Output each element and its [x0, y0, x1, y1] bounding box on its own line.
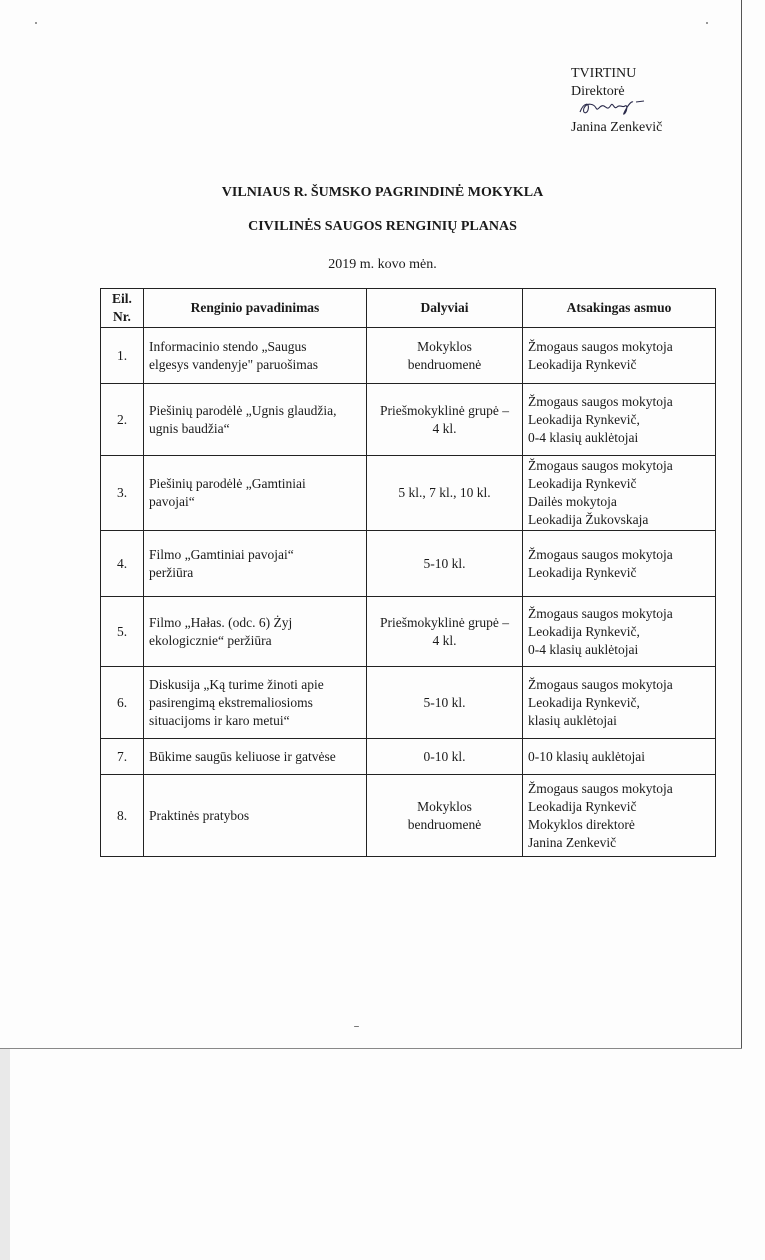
participants-line: Priešmokyklinė grupė –: [380, 402, 509, 418]
approval-position: Direktorė: [571, 84, 625, 99]
event-name-line: situacijoms ir karo metui“: [149, 712, 290, 728]
responsible-person-line: Žmogaus saugos mokytoja: [528, 780, 673, 796]
responsible-person: [523, 739, 716, 775]
row-number: 7.: [101, 739, 144, 775]
event-name-line: ekologicznie“ peržiūra: [149, 632, 272, 648]
table-row: [101, 328, 716, 384]
responsible-person: [523, 328, 716, 384]
scan-speck: [706, 22, 708, 24]
responsible-person-line: Leokadija Žukovskaja: [528, 512, 649, 527]
period-text: 2019 m. kovo mėn.: [328, 257, 437, 272]
event-name-line: Piešinių parodėlė „Gamtiniai: [149, 476, 306, 491]
row-number: 1.: [101, 328, 144, 384]
table-body: [101, 328, 716, 857]
school-title: VILNIAUS R. ŠUMSKO PAGRINDINĖ MOKYKLA: [221, 185, 544, 200]
event-name-line: Praktinės pratybos: [149, 807, 250, 823]
scan-edge-bottom: [0, 1048, 742, 1049]
responsible-person-line: Dailės mokytoja: [528, 494, 617, 509]
responsible-person-line: Janina Zenkevič: [528, 834, 617, 850]
events-table: [100, 288, 716, 857]
event-name-line: pavojai“: [149, 494, 195, 509]
event-name: [144, 775, 367, 857]
participants: [367, 775, 523, 857]
participants: [367, 739, 523, 775]
event-name: [144, 739, 367, 775]
event-name-line: Piešinių parodėlė „Ugnis glaudžia,: [149, 402, 337, 418]
participants-line: 4 kl.: [432, 420, 457, 436]
participants-line: 5-10 kl.: [423, 694, 466, 710]
row-number: 8.: [101, 775, 144, 857]
table-row: [101, 597, 716, 667]
responsible-person: [523, 775, 716, 857]
participants: [367, 531, 523, 597]
responsible-person: [523, 531, 716, 597]
responsible-person-line: 0-10 klasių auklėtojai: [528, 748, 645, 764]
participants-line: bendruomenė: [407, 816, 482, 832]
responsible-person-line: Žmogaus saugos mokytoja: [528, 546, 673, 562]
responsible-person-line: Leokadija Rynkevič,: [528, 694, 640, 710]
event-name-line: Filmo „Gamtiniai pavojai“: [149, 546, 294, 562]
scan-band: [0, 1049, 10, 1260]
participants: [367, 597, 523, 667]
participants-line: 5 kl., 7 kl., 10 kl.: [398, 485, 491, 500]
table-row: [101, 739, 716, 775]
participants-line: 0-10 kl.: [423, 748, 466, 764]
responsible-person-line: 0-4 klasių auklėtojai: [528, 641, 639, 657]
participants-line: 5-10 kl.: [423, 555, 466, 571]
participants: [367, 667, 523, 739]
table-row: [101, 531, 716, 597]
event-name: [144, 328, 367, 384]
event-name-line: elgesys vandenyje" paruošimas: [149, 356, 318, 372]
scan-edge-right: [741, 0, 742, 1048]
participants: [367, 456, 523, 531]
approval-name: Janina Zenkevič: [571, 120, 663, 135]
row-number: 3.: [101, 456, 144, 531]
event-name: [144, 531, 367, 597]
responsible-person: [523, 456, 716, 531]
plan-title: CIVILINĖS SAUGOS RENGINIŲ PLANAS: [248, 219, 517, 234]
event-name-line: ugnis baudžia“: [149, 420, 230, 436]
responsible-person: [523, 384, 716, 456]
responsible-person-line: Žmogaus saugos mokytoja: [528, 338, 673, 354]
header-participants: Dalyviai: [367, 289, 523, 328]
table-row: [101, 667, 716, 739]
row-number: 4.: [101, 531, 144, 597]
event-name-line: peržiūra: [149, 564, 194, 580]
event-name-line: Diskusija „Ką turime žinoti apie: [149, 676, 324, 692]
row-number: 5.: [101, 597, 144, 667]
scan-speck: [35, 22, 37, 24]
event-name-line: Būkime saugūs keliuose ir gatvėse: [149, 748, 336, 764]
responsible-person-line: Leokadija Rynkevič: [528, 476, 637, 491]
responsible-person-line: Leokadija Rynkevič,: [528, 623, 640, 639]
responsible-person-line: Leokadija Rynkevič: [528, 564, 637, 580]
event-name-line: Filmo „Hałas. (odc. 6) Żyj: [149, 614, 293, 630]
event-name-line: Informacinio stendo „Saugus: [149, 338, 307, 354]
approval-word: TVIRTINU: [571, 66, 637, 81]
participants-line: 4 kl.: [432, 632, 457, 648]
responsible-person: [523, 667, 716, 739]
responsible-person-line: Leokadija Rynkevič: [528, 798, 637, 814]
event-name: [144, 384, 367, 456]
responsible-person-line: Žmogaus saugos mokytoja: [528, 458, 673, 473]
participants-line: bendruomenė: [407, 356, 482, 372]
participants-line: Mokyklos: [417, 798, 472, 814]
participants-line: Mokyklos: [417, 338, 472, 354]
event-name: [144, 456, 367, 531]
responsible-person-line: Žmogaus saugos mokytoja: [528, 676, 673, 692]
row-number: 6.: [101, 667, 144, 739]
responsible-person-line: Žmogaus saugos mokytoja: [528, 393, 673, 409]
event-name: [144, 597, 367, 667]
participants-line: Priešmokyklinė grupė –: [380, 614, 509, 630]
table-row: [101, 456, 716, 531]
table-header-row: [101, 289, 716, 328]
responsible-person-line: Mokyklos direktorė: [528, 816, 635, 832]
responsible-person-line: klasių auklėtojai: [528, 712, 617, 728]
event-name-line: pasirengimą ekstremaliosioms: [149, 694, 313, 710]
responsible-person-line: Leokadija Rynkevič: [528, 356, 637, 372]
header-responsible: Atsakingas asmuo: [523, 289, 716, 328]
header-nr: Eil. Nr.: [101, 289, 144, 328]
responsible-person-line: Leokadija Rynkevič,: [528, 411, 640, 427]
header-event: Renginio pavadinimas: [144, 289, 367, 328]
participants: [367, 328, 523, 384]
row-number: 2.: [101, 384, 144, 456]
table-row: [101, 384, 716, 456]
event-name: [144, 667, 367, 739]
participants: [367, 384, 523, 456]
responsible-person: [523, 597, 716, 667]
responsible-person-line: Žmogaus saugos mokytoja: [528, 605, 673, 621]
scan-speck: [354, 1026, 359, 1027]
responsible-person-line: 0-4 klasių auklėtojai: [528, 429, 639, 445]
signature-image: [578, 96, 648, 118]
table-row: [101, 775, 716, 857]
